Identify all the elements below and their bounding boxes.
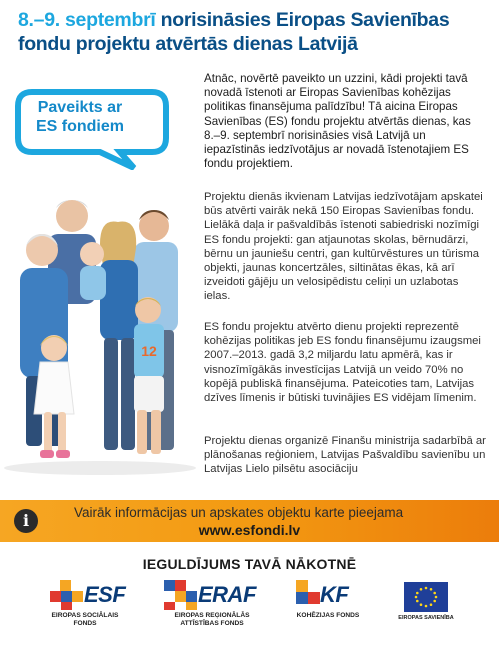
headline-date: 8.–9. septembrī: [18, 9, 156, 31]
kf-logo: [296, 578, 366, 638]
website-link[interactable]: www.esfondi.lv: [198, 522, 301, 538]
headline-line2: fondu projektu atvērtās dienas Latvijā: [18, 33, 358, 55]
info-band: [0, 500, 499, 542]
headline: [18, 8, 488, 56]
badge-line1: Paveikts ar: [37, 99, 123, 116]
badge-text: [22, 98, 138, 136]
paragraph-projects: Projektu dienās ikvienam Latvijas iedzīvotājam apskatei būs atvērti vairāk nekā 150 Eiropas Savienības fondu. Lielākā daļa ir pašvaldībās īstenoti sabiedriski nozīmīgi ES fondu projekti: gan atjaunotas skolas, bērnudārzi, bērnu un jauniešu centri, gan kultūrvēstures un tūrisma objekti, jaunas koncertzāles, siltinātas ēkas, kā arī izveidoti gājēju un velosipēdistu celiņi un uzlabotas ielas.: [204, 191, 483, 303]
svg-text:12: 12: [141, 343, 157, 359]
esf-logo: [50, 578, 140, 638]
esf-mark-icon: [50, 580, 84, 610]
esf-caption: EIROPAS SOCIĀLAIS FONDS: [51, 612, 119, 627]
kf-mark-icon: [296, 580, 322, 610]
slogan: IEGULDĪJUMS TAVĀ NĀKOTNĒ: [142, 556, 357, 572]
badge-line2: ES fondiem: [35, 118, 124, 135]
intro-paragraph: Atnāc, novērtē paveikto un uzzini, kādi projekti tavā novadā īstenoti ar Eiropas Savienības kohēzijas politikas finansējuma palīdzību! Tā aicina Eiropas Savienības (ES) fondu projektu atvērtās dienas, kas 8.–9. septembrī norisināsies visā Latvijā un iepazīstinās iedzīvotājus ar novadā īstenotajiem ES fondu projektiem.: [204, 72, 471, 171]
eraf-wordmark: ERAF: [198, 582, 256, 607]
kf-caption: KOHĒZIJAS FONDS: [296, 612, 360, 619]
eraf-mark-icon: [164, 580, 198, 610]
eu-logo: [398, 578, 458, 638]
headline-line1-rest: norisināsies Eiropas Savienības: [155, 9, 450, 31]
esf-wordmark: ESF: [84, 582, 126, 607]
eu-caption: EIROPAS SAVIENĪBA: [398, 615, 454, 621]
kf-wordmark: KF: [320, 582, 349, 607]
paragraph-organizers: Projektu dienas organizē Finanšu ministrija sadarbībā ar plānošanas reģioniem, Latvijas Pašvaldību savienību un Latvijas Lielo pilsētu asociāciju: [204, 435, 486, 476]
family-photo: [0, 178, 196, 476]
eraf-logo: [164, 578, 274, 638]
paragraph-funding: ES fondu projektu atvērto dienu projekti reprezentē kohēzijas politikas jeb ES fondu finansējumu izaugsmei 2007.–2013. gadā 3,2 miljardu latu apmērā, kas ir visnozīmīgākās investīcijas Latvijā un veido 70% no kopējā publiskā finansējuma. Pateicoties tam, Latvijas dzīves līmenis ir būtiski tuvinājies ES vidējam līmenim.: [204, 321, 481, 405]
eraf-caption: EIROPAS REĢIONĀLĀS ATTĪSTĪBAS FONDS: [174, 612, 250, 627]
info-band-text: Vairāk informācijas un apskates objektu karte pieejama: [74, 505, 404, 520]
info-icon: i: [14, 509, 38, 533]
eu-flag-icon: [404, 582, 448, 612]
